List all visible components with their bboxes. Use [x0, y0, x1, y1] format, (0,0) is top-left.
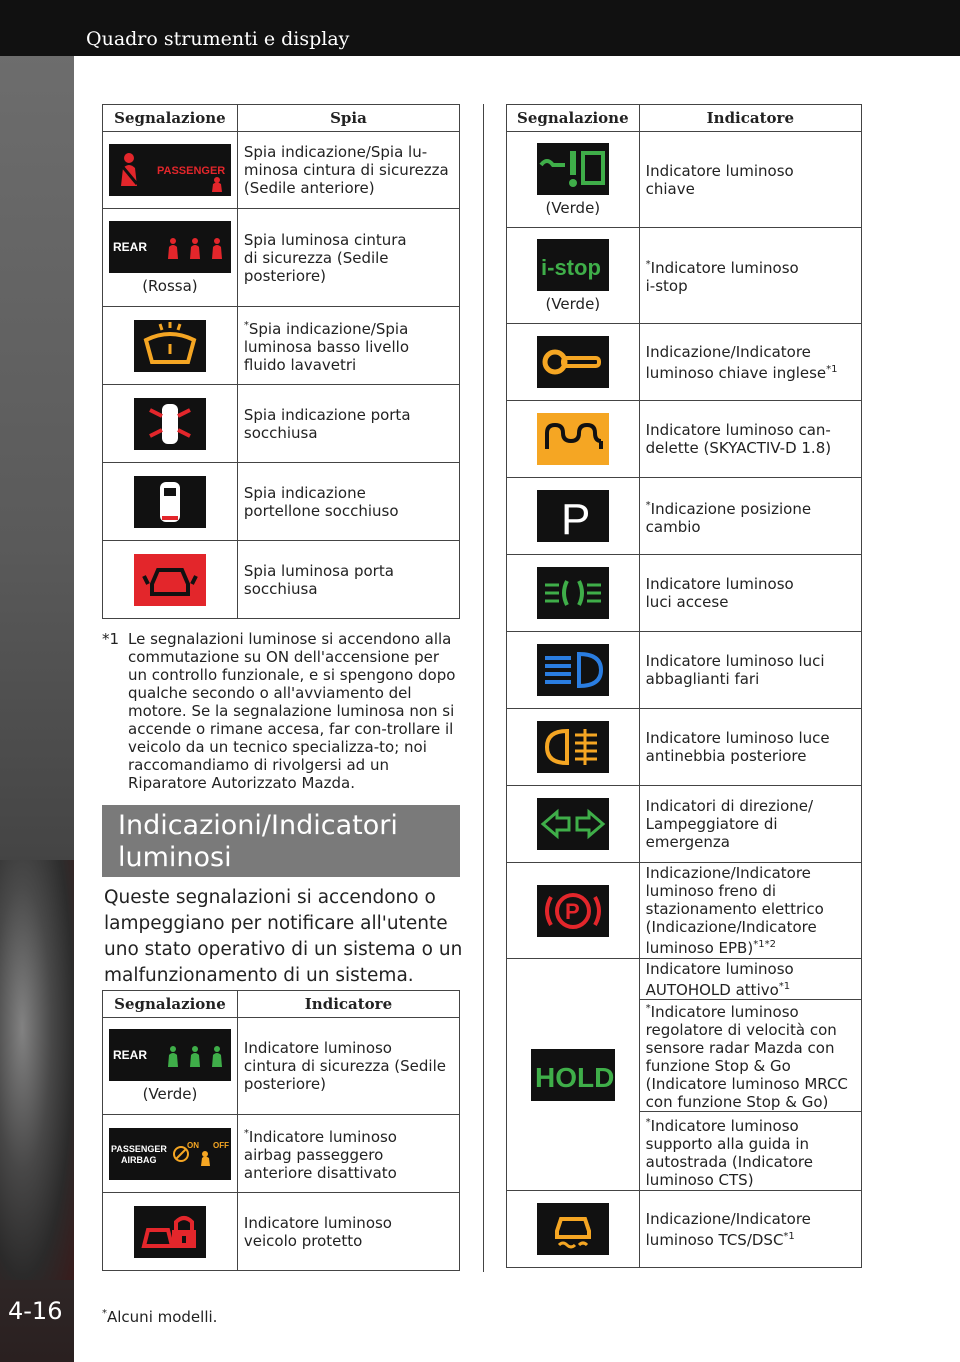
row-description: Indicatore luminoso luci accese	[639, 555, 861, 632]
table-row	[507, 401, 862, 478]
icon-caption: (Verde)	[142, 1085, 198, 1103]
section-heading: Indicazioni/Indicatori luminosi	[102, 805, 460, 877]
row-description: Spia luminosa porta socchiusa	[237, 541, 459, 619]
row-description: Indicatore luminoso luci abbaglianti fari	[639, 632, 861, 709]
page-number: 4-16	[8, 1297, 63, 1325]
table-row	[103, 1018, 460, 1115]
table-row	[507, 1191, 862, 1268]
row-description: Indicatore luminoso cintura di sicurezza (Sedile posteriore)	[237, 1018, 459, 1115]
row-description: *Indicatore luminoso supporto alla guida in autostrada (Indicatore luminoso CTS)	[639, 1112, 861, 1191]
table-row	[507, 709, 862, 786]
table-row	[507, 228, 862, 324]
table-row	[103, 463, 460, 541]
row-description: Indicatori di direzione/ Lampeggiatore di emergenza	[639, 786, 861, 863]
row-description: *Indicatore luminoso regolatore di velocità con sensore radar Mazda con funzione Stop & Go (Indicatore luminoso MRCC con funzione Stop & Go)	[639, 1000, 861, 1112]
col-header-indicator: Indicatore	[237, 991, 459, 1018]
rear-seatbelt-red-icon	[109, 221, 231, 273]
footnote-mark: *1	[102, 630, 120, 648]
models-note: *Alcuni modelli.	[102, 1308, 218, 1326]
row-description: *Indicazione posizione cambio	[639, 478, 861, 555]
on-label: ON	[186, 1140, 199, 1150]
table-row	[103, 307, 460, 385]
high-beam-icon	[537, 644, 609, 696]
row-description: Indicazione/Indicatore luminoso chiave inglese$^{*1}$	[639, 324, 861, 401]
row-description: Spia indicazione portellone socchiuso	[237, 463, 459, 541]
table-row	[103, 1193, 460, 1271]
page-sidebar	[0, 0, 74, 1362]
col-header-signal: Segnalazione	[507, 105, 640, 132]
epb-icon	[537, 885, 609, 937]
row-description: Spia indicazione/Spia lu- minosa cintura di sicurezza (Sedile anteriore)	[237, 132, 459, 209]
turn-signal-icon	[537, 798, 609, 850]
hold-label: HOLD	[534, 1061, 615, 1093]
liftgate-ajar-icon	[134, 476, 206, 528]
warning-lights-table	[102, 104, 460, 619]
table-row	[103, 385, 460, 463]
epb-label: P	[564, 898, 580, 924]
park-label: P	[560, 495, 591, 542]
security-icon	[134, 1206, 206, 1258]
row-description: Indicazione/Indicatore luminoso freno di stazionamento elettrico (Indicazione/Indicatore luminoso EPB)$^{*1*2}$	[639, 863, 861, 959]
header-bar	[0, 0, 960, 56]
row-description: Indicatore luminoso can- delette (SKYACTIV-D 1.8)	[639, 401, 861, 478]
park-icon	[537, 490, 609, 542]
icon-caption: (Verde)	[545, 294, 601, 313]
hold-icon	[531, 1049, 615, 1101]
rear-label: REAR	[112, 239, 147, 254]
row-description: Indicatore luminoso AUTOHOLD attivo$^{*1}$	[639, 959, 861, 1000]
table-row	[507, 132, 862, 228]
col-header-light: Spia	[237, 105, 459, 132]
istop-label: i-stop	[540, 254, 601, 280]
table-row	[507, 959, 862, 1000]
door-ajar-icon	[134, 398, 206, 450]
airbag-label-2: AIRBAG	[120, 1154, 157, 1165]
row-description: Spia indicazione porta socchiusa	[237, 385, 459, 463]
row-description: Indicatore luminoso luce antinebbia posteriore	[639, 709, 861, 786]
footnote-text: Le segnalazioni luminose si accendono alla commutazione su ON dell'accensione per un controllo funzionale, e si spengono dopo qualche secondo o all'avviamento del motore. Se la segnalazione luminosa non si accende o rimane accesa, far con-trollare il veicolo da un tecnico specializza-to; noi raccomandiamo di rivolgersi ad un Riparatore Autorizzato Mazda.	[128, 630, 456, 792]
section-intro: Queste segnalazioni si accendono o lampeggiano per notificare all'utente uno stato operativo di un sistema o un malfunzionamento di un sistema.	[104, 887, 463, 986]
glow-plug-icon	[537, 413, 609, 465]
table-row	[507, 324, 862, 401]
tcs-dsc-icon	[537, 1203, 609, 1255]
table-row	[507, 478, 862, 555]
icon-caption: (Rossa)	[142, 276, 198, 295]
indicators-table-left	[102, 990, 460, 1271]
seatbelt-passenger-icon	[109, 144, 231, 196]
rear-seatbelt-green-icon	[109, 1029, 231, 1081]
table-row	[507, 555, 862, 632]
washer-fluid-icon	[134, 320, 206, 372]
indicators-table-right	[506, 104, 862, 1268]
icon-caption: (Verde)	[545, 198, 601, 217]
table-row	[507, 786, 862, 863]
lights-on-icon	[537, 567, 609, 619]
row-description: Indicazione/Indicatore luminoso TCS/DSC$^{*1}$	[639, 1191, 861, 1268]
row-description: *Spia indicazione/Spia luminosa basso livello fluido lavavetri	[237, 307, 459, 385]
door-ajar-red-icon	[134, 554, 206, 606]
table-row	[103, 132, 460, 209]
col-header-signal: Segnalazione	[103, 105, 238, 132]
wrench-icon	[537, 336, 609, 388]
footnote	[102, 630, 460, 792]
table-row	[507, 863, 862, 959]
rear-label: REAR	[112, 1048, 147, 1062]
interior-photo	[0, 860, 74, 1280]
i-stop-icon	[537, 239, 609, 291]
page-title: Quadro strumenti e display	[86, 28, 350, 50]
table-row	[103, 541, 460, 619]
passenger-airbag-off-icon	[109, 1128, 231, 1180]
passenger-label: PASSENGER	[156, 165, 226, 177]
key-icon	[537, 143, 609, 195]
col-header-signal: Segnalazione	[103, 991, 238, 1018]
row-description: Spia luminosa cintura di sicurezza (Sedile posteriore)	[237, 209, 459, 307]
airbag-label-1: PASSENGER	[110, 1143, 167, 1154]
row-description: *Indicatore luminoso i-stop	[639, 228, 861, 324]
row-description: *Indicatore luminoso airbag passeggero anteriore disattivato	[237, 1115, 459, 1193]
col-header-indicator: Indicatore	[639, 105, 861, 132]
off-label: OFF	[212, 1140, 229, 1150]
row-description: Indicatore luminoso veicolo protetto	[237, 1193, 459, 1271]
table-row	[103, 209, 460, 307]
table-row	[103, 1115, 460, 1193]
column-divider	[483, 104, 484, 1272]
table-row	[507, 632, 862, 709]
rear-fog-icon	[537, 721, 609, 773]
row-description: Indicatore luminoso chiave	[639, 132, 861, 228]
